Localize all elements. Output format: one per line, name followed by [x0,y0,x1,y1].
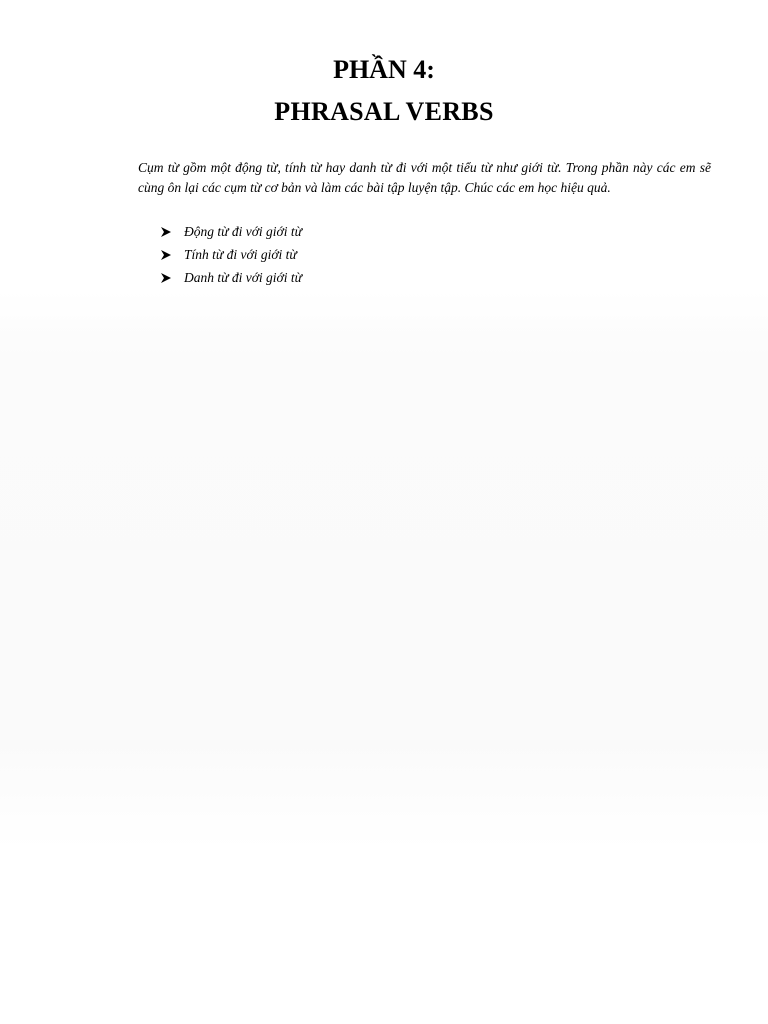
list-item [160,220,302,243]
list-item [160,266,302,289]
arrowhead-bullet-icon [160,249,172,261]
page-background-shade [0,290,768,850]
arrowhead-bullet-icon [160,226,172,238]
arrowhead-bullet-icon [160,272,172,284]
topic-label: Danh từ đi với giới từ [184,269,303,285]
section-title-heading: PHRASAL VERBS [274,97,494,126]
topic-label: Tính từ đi với giới từ [184,246,297,262]
list-item [160,243,302,266]
topic-list [160,220,302,289]
topic-label: Động từ đi với giới từ [184,223,303,239]
section-number-heading: PHẦN 4: [333,55,435,84]
intro-paragraph: Cụm từ gồm một động từ, tính từ hay danh từ đi với một tiểu từ như giới từ. Trong phần này các em sẽ cùng ôn lại các cụm từ cơ bản và làm các bài tập luyện tập. Chúc các em học hiệu quả. [138,160,711,195]
